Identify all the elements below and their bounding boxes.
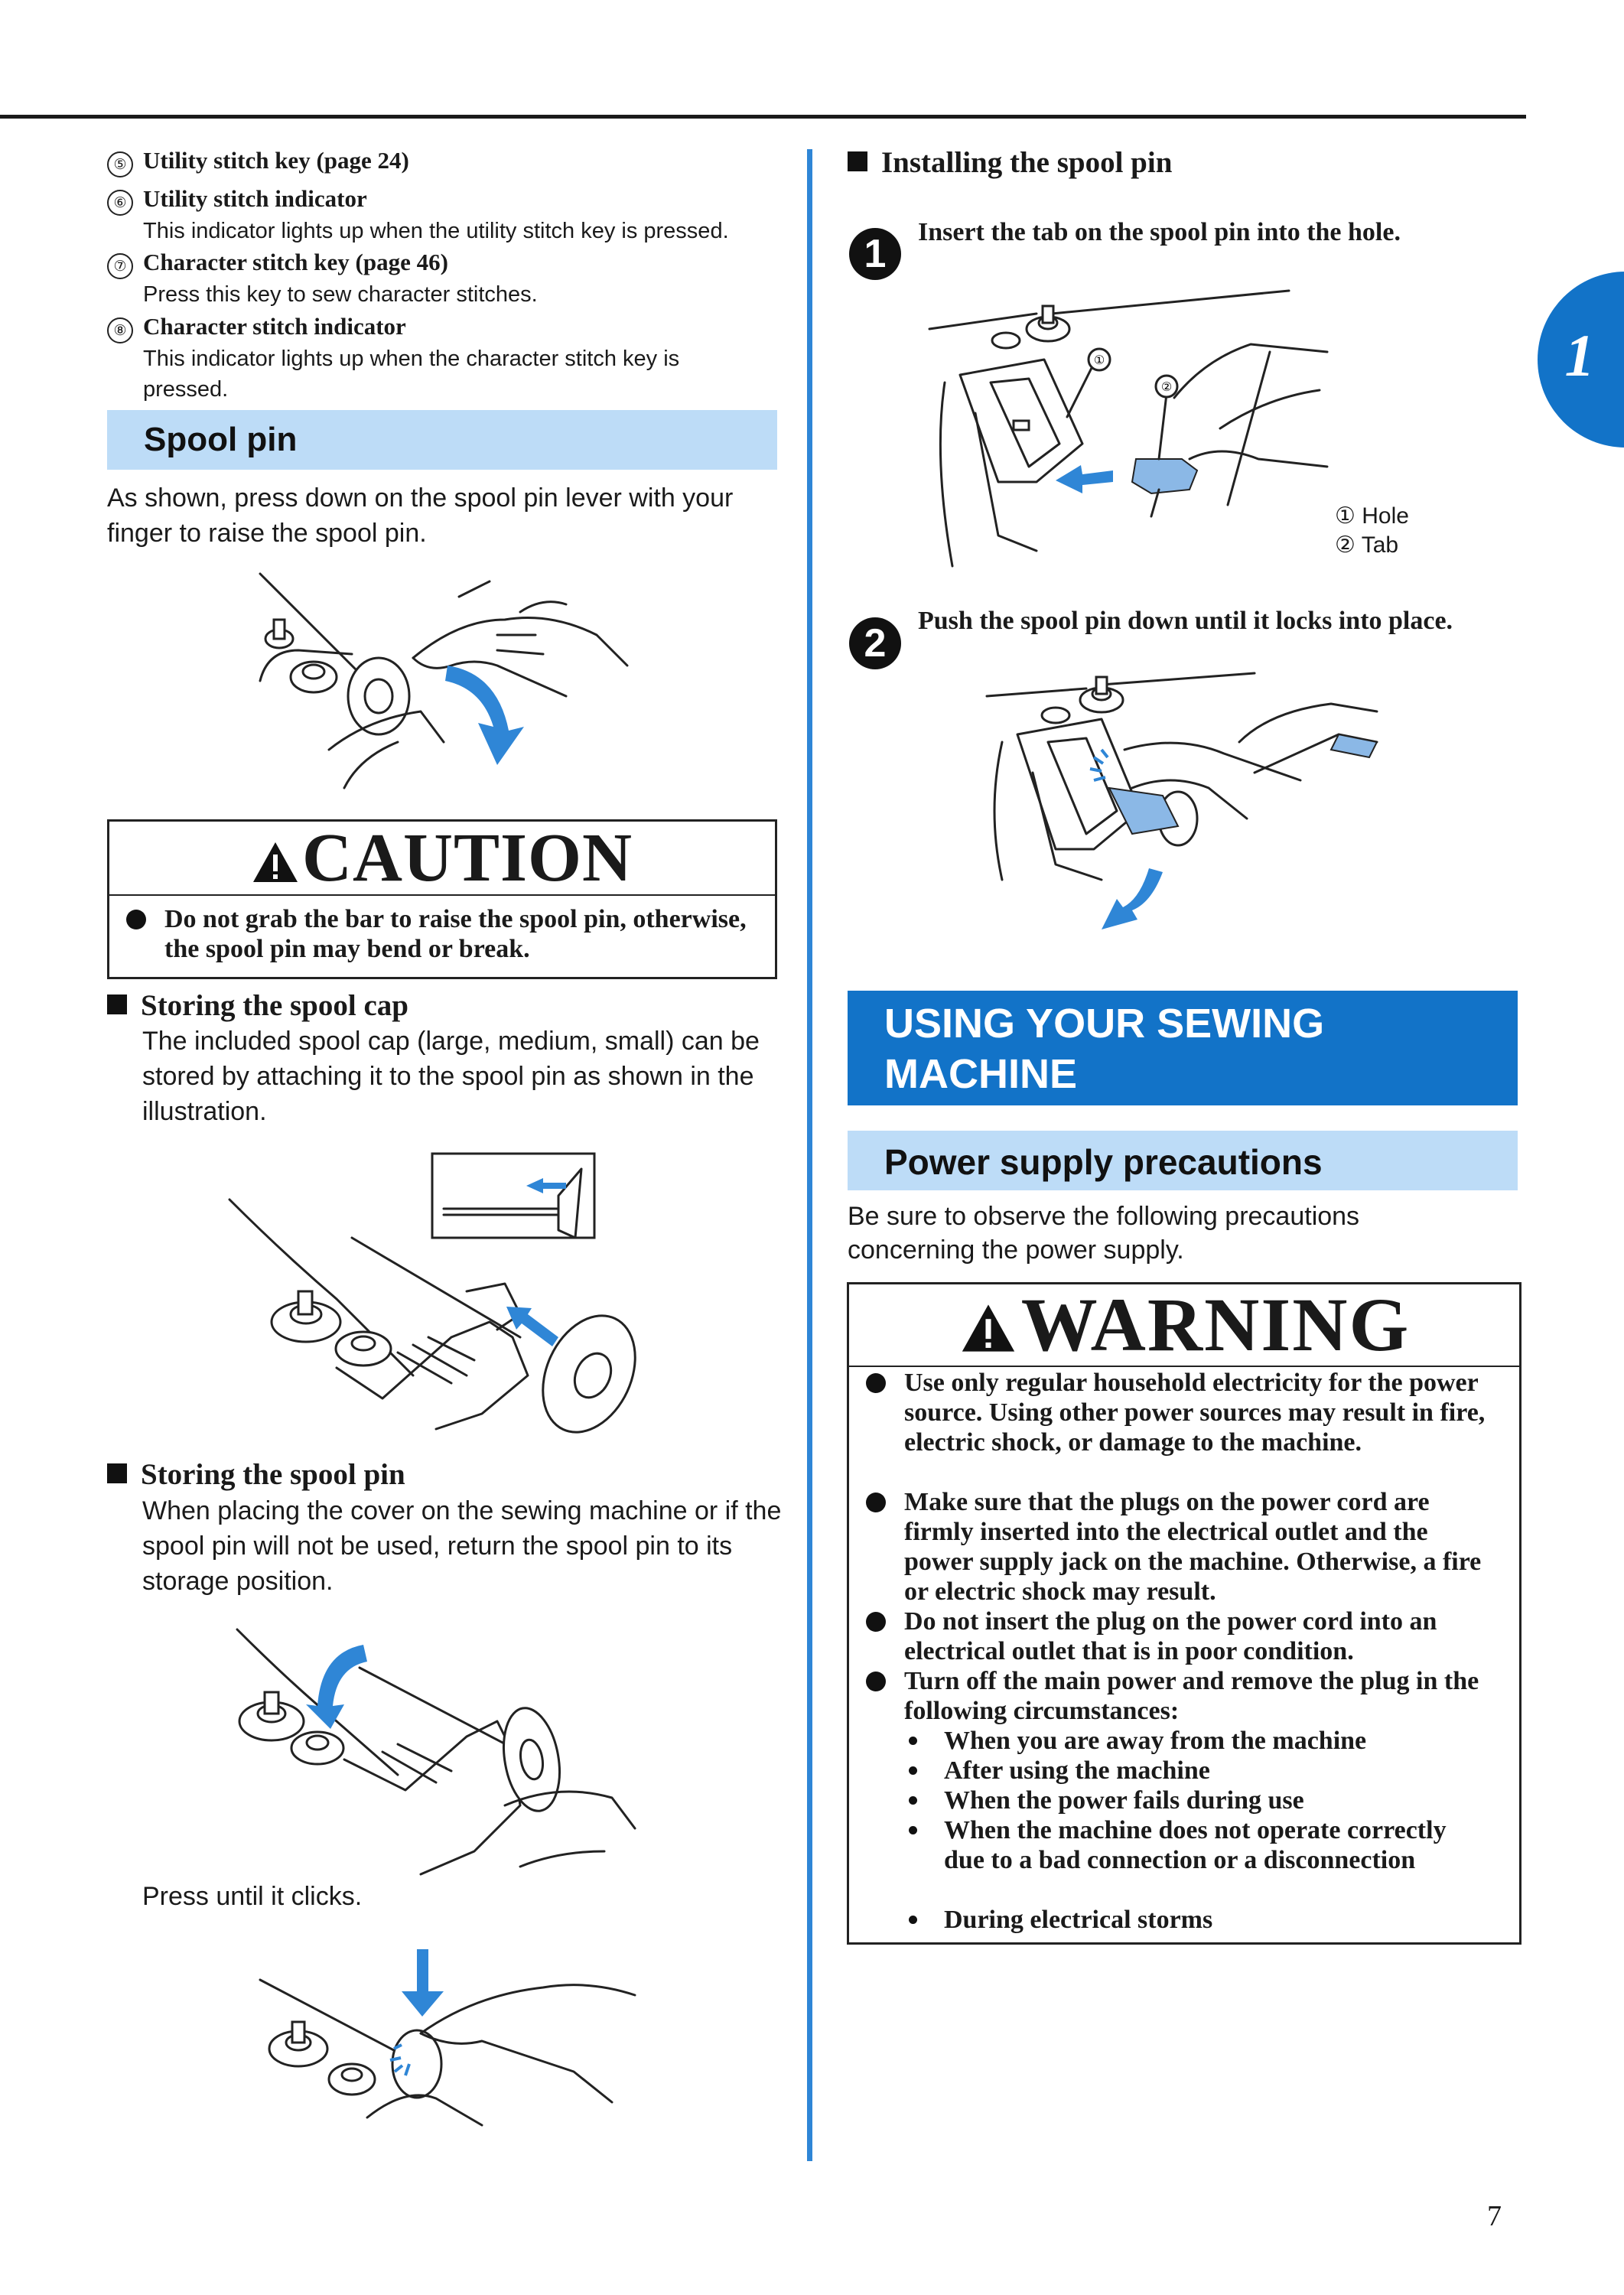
section-heading-text: Spool pin [144, 421, 298, 458]
warning-item-text: Make sure that the plugs on the power cord are firmly inserted into the electrical outlet and the power supply jack on the machine. Otherwise, a fire or electric shock may result. [904, 1488, 1482, 1606]
callout-marker-1: ① [1093, 353, 1105, 367]
storing-pin-heading [107, 1457, 405, 1492]
installing-heading [848, 145, 1172, 180]
caution-box [107, 819, 777, 979]
sub-bullet-icon [909, 1826, 917, 1834]
warning-triangle-icon [958, 1303, 1018, 1353]
sub-bullet-icon [909, 1766, 917, 1775]
item-description: This indicator lights up when the character stitch key is pressed. [143, 347, 680, 402]
storing-pin-body: When placing the cover on the sewing machine or if the spool pin will not be used, return the spool pin to its storage position. [142, 1496, 782, 1596]
spool-pin-intro: As shown, press down on the spool pin lever with your finger to raise the spool pin. [107, 483, 734, 548]
sub-bullet-icon [909, 1796, 917, 1805]
step-1-text: Insert the tab on the spool pin into the hole. [918, 218, 1401, 246]
step-2-text: Push the spool pin down until it locks into place. [918, 607, 1453, 635]
step-2-badge: 2 [849, 617, 901, 669]
column-divider [807, 149, 812, 2161]
bullet-icon [866, 1672, 886, 1691]
power-intro: Be sure to observe the following precautions concerning the power supply. [848, 1202, 1360, 1265]
installing-heading-text: Installing the spool pin [881, 146, 1173, 179]
caution-item-text: Do not grab the bar to raise the spool pin, otherwise, the spool pin may bend or break. [164, 905, 747, 963]
press-note: Press until it clicks. [142, 1882, 363, 1911]
square-bullet-icon [107, 1463, 127, 1483]
press-until-clicks-illustration [252, 1949, 650, 2125]
warning-item-text: Turn off the main power and remove the plug in the following circumstances: [904, 1667, 1479, 1725]
push-down-illustration [979, 681, 1377, 941]
list-item [107, 249, 780, 310]
sub-bullet-icon [909, 1737, 917, 1745]
list-item [107, 313, 780, 405]
section-heading-text: Power supply precautions [884, 1142, 1323, 1182]
using-section-heading [848, 991, 1518, 1105]
caution-header [109, 822, 775, 894]
storing-spool-pin-illustration [229, 1622, 643, 1874]
bullet-icon [866, 1373, 886, 1393]
warning-sub-item-text: During electrical storms [944, 1906, 1213, 1934]
sub-bullet-icon [909, 1916, 917, 1924]
callout-number: ① [1335, 503, 1356, 529]
warning-sub-item-text: When the machine does not operate correctly due to a bad connection or a disconnection [944, 1816, 1447, 1874]
chapter-number: 1 [1564, 322, 1595, 389]
storing-cap-body: The included spool cap (large, medium, small) can be stored by attaching it to the spool pin as shown in the illustration. [142, 1027, 760, 1126]
storing-cap-heading [107, 988, 408, 1023]
item-title: Utility stitch key (page 24) [143, 147, 409, 174]
raise-spool-pin-illustration [245, 566, 643, 796]
callout-marker-2: ② [1160, 379, 1173, 394]
item-number: ⑤ [107, 151, 133, 177]
warning-item-text: Do not insert the plug on the power cord into an electrical outlet that is in poor condition. [904, 1607, 1437, 1665]
warning-divider [849, 1366, 1519, 1367]
warning-sub-item-text: When the power fails during use [944, 1786, 1304, 1815]
item-number: ⑥ [107, 190, 133, 216]
warning-header [849, 1284, 1519, 1365]
item-number: ⑧ [107, 317, 133, 343]
warning-sub-item-text: After using the machine [944, 1756, 1210, 1785]
item-title: Utility stitch indicator [143, 185, 367, 212]
using-heading-line-2: MACHINE [884, 1051, 1077, 1097]
caution-divider [109, 894, 775, 896]
insert-tab-illustration [929, 306, 1327, 581]
callout-label: Tab [1361, 532, 1399, 558]
item-title: Character stitch indicator [143, 313, 406, 340]
callout-tab [1335, 530, 1398, 561]
storing-pin-heading-text: Storing the spool pin [141, 1458, 405, 1491]
callout-number: ② [1335, 532, 1356, 558]
top-rule [0, 115, 1526, 119]
callout-hole [1335, 501, 1409, 532]
item-number: ⑦ [107, 253, 133, 279]
bullet-icon [866, 1493, 886, 1512]
storing-cap-heading-text: Storing the spool cap [141, 989, 408, 1022]
warning-box [847, 1282, 1521, 1945]
list-item [107, 185, 780, 246]
item-title: Character stitch key (page 46) [143, 249, 448, 275]
using-heading-line-1: USING YOUR SEWING [884, 1001, 1325, 1047]
bullet-icon [866, 1612, 886, 1632]
caution-label: CAUTION [301, 820, 633, 896]
warning-label: WARNING [1020, 1282, 1411, 1367]
item-description: Press this key to sew character stitches. [143, 282, 538, 307]
list-item [107, 147, 780, 177]
section-heading-power [848, 1131, 1518, 1190]
item-description: This indicator lights up when the utility stitch key is pressed. [143, 219, 729, 243]
warning-triangle-icon [252, 841, 299, 884]
step-1-badge: 1 [849, 228, 901, 280]
square-bullet-icon [848, 151, 867, 171]
callout-label: Hole [1362, 503, 1409, 529]
warning-sub-item-text: When you are away from the machine [944, 1727, 1367, 1755]
bullet-icon [126, 910, 146, 929]
page-number: 7 [1487, 2200, 1502, 2232]
warning-item-text: Use only regular household electricity for the power source. Using other power sources may result in fire, electric shock, or damage to the machine. [904, 1369, 1486, 1457]
spool-cap-illustration [222, 1154, 650, 1437]
section-heading-spool-pin [107, 410, 777, 470]
square-bullet-icon [107, 994, 127, 1014]
